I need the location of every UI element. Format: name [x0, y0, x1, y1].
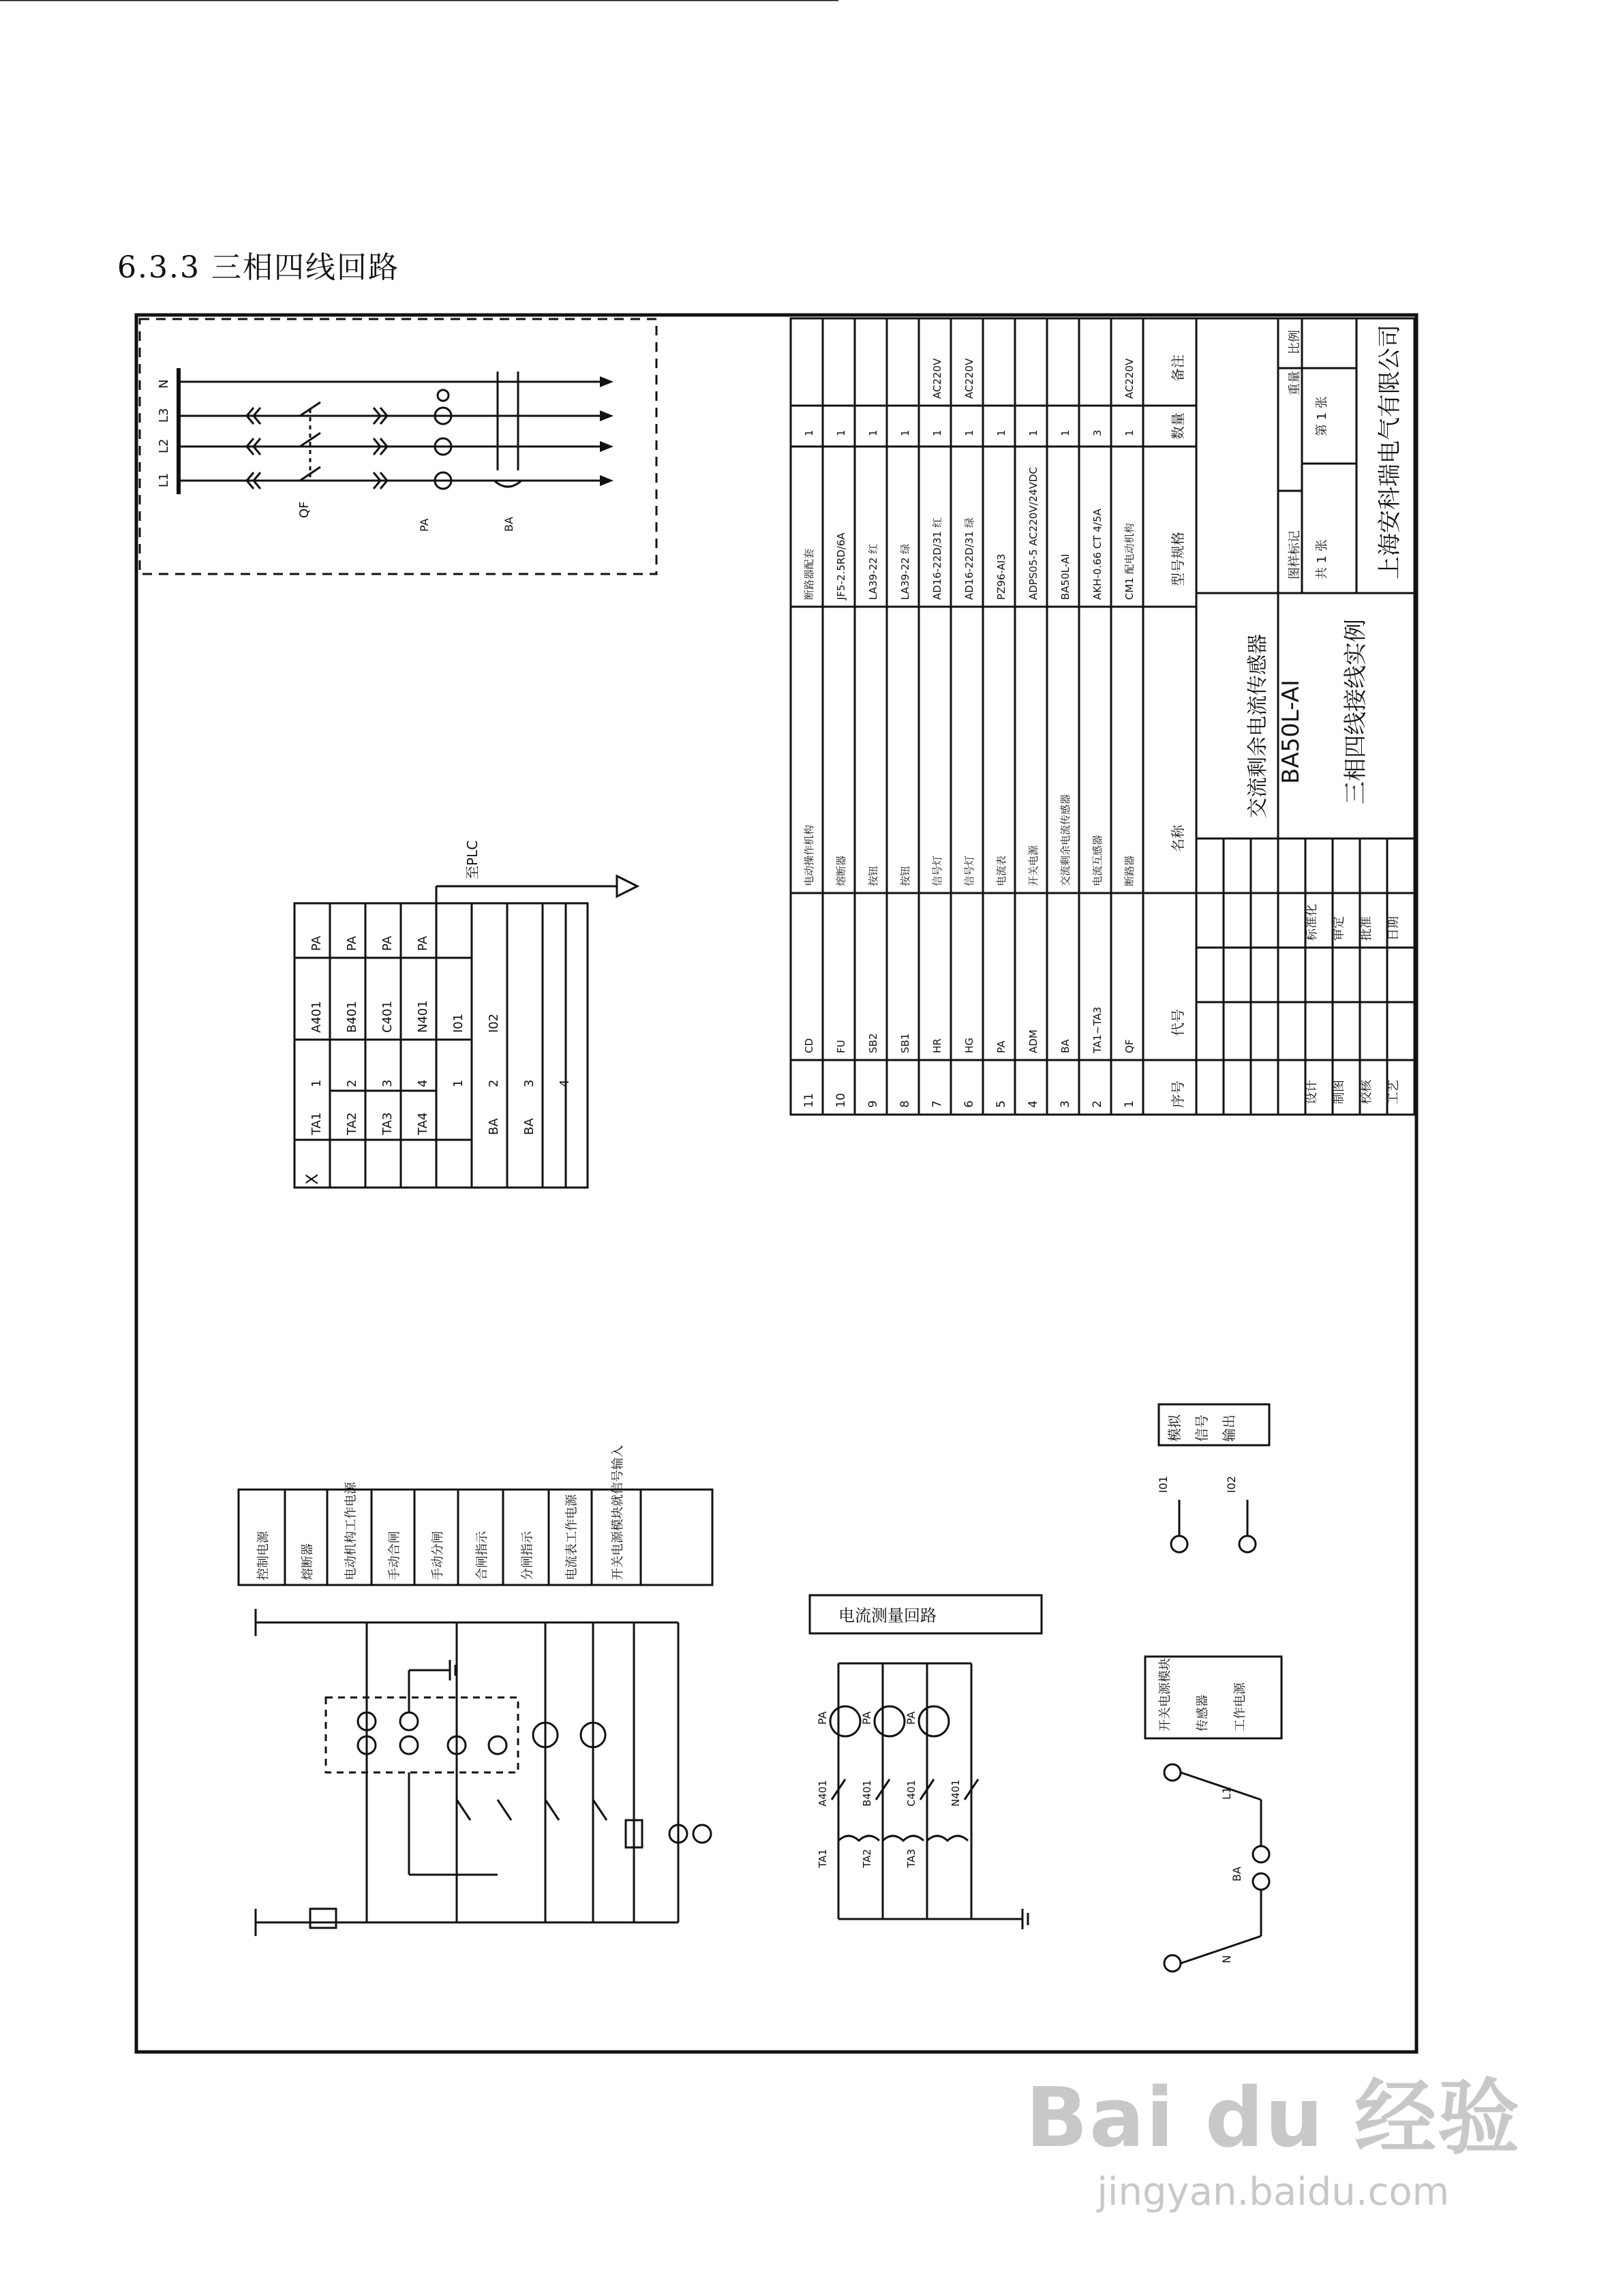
parts-cell-qty: 1 [995, 429, 1007, 436]
title-weight: 重量 [1288, 371, 1302, 395]
ctrl-header: 手动分闸 [431, 1531, 445, 1580]
title-block [0, 0, 1414, 1115]
ct-coil-icon [883, 1836, 924, 1841]
parts-cell-name: 按钮 [899, 865, 911, 886]
parts-header: 名称 [1170, 825, 1186, 852]
parts-cell-name: 交流剩余电流传感器 [1059, 794, 1072, 886]
terminal-tag: N401 [416, 1000, 430, 1033]
title-role: 制图 [1332, 1080, 1346, 1104]
parts-cell-code: CD [803, 1038, 815, 1053]
parts-cell-qty: 1 [1059, 429, 1072, 436]
title-role2: 审定 [1332, 916, 1346, 941]
parts-cell-code: HR [931, 1038, 943, 1053]
terminal-icon [1171, 1536, 1187, 1552]
parts-cell-note: AC220V [963, 358, 975, 399]
ammeter-label: PA [816, 1711, 829, 1725]
terminal-tag: I01 [451, 1013, 466, 1033]
terminal-num: 3 [380, 1079, 395, 1087]
motor-device [326, 1697, 518, 1772]
terminal-icon [400, 1736, 418, 1754]
ammeter-icon [875, 1706, 905, 1736]
parts-header: 代号 [1170, 1009, 1186, 1036]
terminal-icon [1253, 1873, 1269, 1890]
phase-label-l2: L2 [157, 438, 171, 453]
current-title: 电流测量回路 [838, 1606, 937, 1625]
parts-cell-spec: AD16-22D/31 红 [931, 517, 943, 600]
parts-cell-qty: 1 [835, 429, 847, 436]
parts-cell-qty: 1 [963, 429, 975, 436]
ammeter-icon [919, 1706, 949, 1736]
section-heading: 6.3.3 三相四线回路 [117, 250, 399, 285]
terminal-label: X [303, 1173, 322, 1185]
ctrl-header: 开关电源模块就信号输入 [611, 1445, 625, 1580]
ammeter-label: PA [905, 1711, 917, 1725]
parts-header: 备注 [1170, 354, 1186, 382]
sensor-label: BA [502, 517, 515, 532]
switch-sb2 [498, 1800, 511, 1820]
title-mark: 图样标记 [1288, 530, 1302, 579]
terminal-num: 1 [309, 1079, 324, 1087]
watermark-brand: Bai du 经验 [1025, 2071, 1521, 2166]
parts-cell-name: 信号灯 [931, 855, 943, 886]
sensor-term: L1 [1220, 1786, 1233, 1800]
parts-cell-code: BA [1059, 1039, 1072, 1053]
parts-cell-num: 5 [995, 1100, 1008, 1108]
parts-cell-num: 11 [802, 1093, 816, 1108]
parts-cell-spec: JF5-2.5RD/6A [835, 532, 847, 600]
ctrl-header: 电动机构工作电源 [344, 1482, 359, 1580]
control-circuit [239, 1445, 712, 1936]
current-tag: C401 [905, 1779, 917, 1807]
watermark-url: jingyan.baidu.com [1097, 2170, 1450, 2214]
terminal-ta: BA [522, 1118, 536, 1135]
parts-table [791, 318, 1196, 1115]
terminal-num: 3 [522, 1079, 536, 1087]
terminal-tag: C401 [380, 1001, 395, 1033]
terminal-icon [1239, 1536, 1256, 1552]
ammeter-icon [830, 1706, 860, 1736]
ammeter-label: PA [860, 1711, 873, 1725]
parts-cell-spec: ADPS05-5 AC220V/24VDC [1027, 467, 1040, 600]
phase-label-n: N [157, 379, 171, 389]
title-subtitle: 交流剩余电流传感器 [1246, 634, 1270, 818]
terminal-num: 2 [345, 1079, 359, 1087]
parts-cell-qty: 1 [1027, 429, 1040, 436]
watermark [1026, 2053, 1521, 2214]
parts-cell-num: 9 [866, 1100, 880, 1108]
parts-cell-qty: 1 [803, 429, 815, 436]
current-tag: N401 [950, 1779, 962, 1807]
parts-cell-name: 开关电源 [1027, 845, 1040, 886]
parts-cell-num: 6 [962, 1100, 976, 1108]
title-role2: 日期 [1386, 916, 1401, 941]
parts-cell-spec: AD16-22D/31 绿 [963, 517, 975, 600]
parts-cell-spec: AKH-0.66 CT 4/5A [1091, 509, 1104, 600]
parts-cell-code: FU [835, 1040, 847, 1053]
plc-label: 至PLC [464, 840, 481, 879]
parts-cell-spec: CM1 配电动机构 [1123, 523, 1136, 600]
terminal-meter: PA [345, 935, 359, 951]
parts-cell-name: 信号灯 [963, 855, 975, 886]
parts-cell-num: 10 [834, 1093, 848, 1108]
current-circuit [810, 1595, 1042, 1929]
phase-label-l3: L3 [157, 408, 171, 423]
ctrl-header: 控制电源 [256, 1531, 271, 1580]
module-circuits [1145, 1404, 1281, 1972]
parts-cell-qty: 1 [867, 429, 879, 436]
title-drawing: 三相四线接线实例 [1342, 619, 1369, 804]
parts-cell-code: HG [963, 1038, 975, 1053]
parts-cell-spec: PZ96-AI3 [995, 554, 1007, 600]
sensor-box-label: 工作电源 [1233, 1682, 1247, 1732]
parts-cell-qty: 3 [1091, 429, 1104, 436]
ctrl-header: 手动合闸 [387, 1531, 402, 1580]
phase-label-l1: L1 [157, 472, 171, 487]
title-role2: 标准化 [1305, 904, 1319, 941]
current-tag: B401 [861, 1780, 873, 1807]
parts-cell-code: QF [1123, 1039, 1136, 1053]
parts-cell-qty: 1 [1123, 429, 1136, 436]
parts-cell-name: 断路器 [1123, 855, 1136, 886]
sensor-box-label: 传感器 [1196, 1695, 1210, 1732]
parts-cell-name: 熔断器 [835, 855, 847, 886]
parts-cell-name: 电流表 [995, 855, 1007, 886]
ctrl-header: 电流表工作电源 [564, 1494, 579, 1580]
terminal-tag: I02 [487, 1013, 501, 1033]
terminal-num: 4 [416, 1079, 430, 1087]
main-circuit [140, 319, 656, 574]
terminal-ta: TA4 [416, 1112, 430, 1135]
terminal-strip [294, 841, 637, 1188]
terminal-icon [693, 1825, 711, 1843]
ct-coil-icon [838, 1836, 879, 1841]
ct-label: PA [418, 518, 431, 532]
parts-cell-code: SB2 [867, 1033, 879, 1053]
module-term: I01 [1157, 1475, 1170, 1493]
parts-cell-num: 2 [1091, 1100, 1104, 1108]
terminal-ta: TA1 [309, 1112, 324, 1135]
parts-cell-qty: 1 [931, 429, 943, 436]
parts-cell-note: AC220V [931, 358, 943, 399]
parts-cell-spec: LA39-22 绿 [899, 543, 911, 600]
title-role2: 批准 [1359, 916, 1374, 941]
terminal-icon [1253, 1846, 1269, 1862]
sensor-term: N [1220, 1955, 1233, 1963]
parts-cell-num: 8 [898, 1100, 912, 1108]
current-tag: A401 [817, 1780, 829, 1807]
module-box-label: 模拟 [1166, 1415, 1183, 1442]
parts-cell-spec: BA50L-AI [1059, 554, 1072, 600]
switch-contact [593, 1800, 607, 1820]
terminal-ta: TA2 [345, 1112, 359, 1135]
parts-frame [791, 318, 1196, 1115]
terminal-ta: BA [487, 1118, 501, 1135]
parts-cell-num: 4 [1027, 1100, 1040, 1108]
parts-cell-spec: 断路器配套 [803, 548, 815, 600]
terminal-ta: TA3 [380, 1112, 395, 1135]
sensor-box-label: 开关电源模块 [1158, 1658, 1172, 1732]
terminal-meter: PA [416, 935, 430, 951]
parts-cell-name: 电动操作机构 [803, 824, 815, 886]
terminal-meter: PA [380, 935, 395, 951]
terminal-tag: B401 [345, 1001, 359, 1033]
parts-cell-code: TA1~TA3 [1091, 1006, 1104, 1053]
title-total: 共 1 张 [1315, 539, 1329, 579]
qf-label: QF [297, 501, 312, 518]
parts-cell-name: 电流互感器 [1091, 834, 1104, 886]
terminal-icon [1164, 1955, 1181, 1972]
parts-cell-num: 3 [1059, 1100, 1072, 1108]
fuse [310, 1909, 336, 1928]
module-term: I02 [1225, 1475, 1238, 1493]
sensor-term: BA [1230, 1867, 1243, 1882]
title-company: 上海安科瑞电气有限公司 [1376, 324, 1404, 579]
title-model: BA50L-AI [1277, 680, 1305, 784]
ct-label: TA3 [905, 1849, 917, 1868]
parts-cell-name: 按钮 [867, 865, 879, 886]
parts-cell-code: PA [995, 1040, 1007, 1053]
ctrl-header: 合闸指示 [475, 1531, 489, 1580]
terminal-num: 2 [487, 1079, 501, 1087]
title-role: 校核 [1359, 1080, 1374, 1104]
module-box-label: 信号 [1194, 1415, 1210, 1442]
parts-header: 序号 [1170, 1081, 1186, 1108]
parts-header: 型号规格 [1170, 532, 1186, 586]
terminal-icon [1164, 1764, 1181, 1781]
ct-label: TA2 [861, 1849, 873, 1868]
terminal-tag: A401 [309, 1001, 324, 1033]
module-box-label: 输出 [1221, 1415, 1237, 1442]
parts-cell-note: AC220V [1123, 358, 1136, 399]
parts-header: 数量 [1170, 412, 1186, 440]
terminal-meter: PA [309, 935, 324, 951]
title-scale: 比例 [1288, 330, 1302, 354]
ct-coil-icon [927, 1836, 968, 1841]
parts-cell-code: ADM [1027, 1029, 1040, 1053]
ctrl-header: 熔断器 [301, 1543, 315, 1580]
terminal-num: 1 [451, 1079, 466, 1087]
terminal-num: 4 [558, 1079, 572, 1087]
switch-contact [545, 1800, 559, 1820]
title-role: 设计 [1305, 1080, 1319, 1104]
ct-label: TA1 [817, 1849, 829, 1868]
title-page: 第 1 张 [1315, 396, 1329, 436]
parts-cell-num: 1 [1123, 1100, 1136, 1108]
parts-cell-num: 7 [930, 1100, 944, 1108]
terminal-icon [400, 1712, 418, 1730]
ctrl-header: 分闸指示 [520, 1531, 535, 1580]
terminal-icon [489, 1736, 506, 1754]
parts-cell-spec: LA39-22 红 [867, 543, 879, 600]
plc-arrow [617, 876, 637, 896]
switch-sb1 [457, 1800, 470, 1820]
parts-cell-code: SB1 [899, 1033, 911, 1053]
title-role: 工艺 [1386, 1080, 1401, 1104]
parts-cell-qty: 1 [899, 429, 911, 436]
